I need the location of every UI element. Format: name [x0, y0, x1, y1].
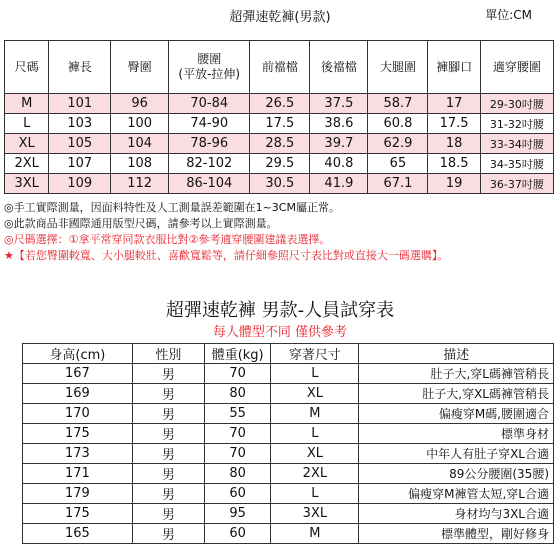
table-row: [23, 524, 554, 544]
table-cell: 105: [49, 134, 111, 154]
table-cell: 60: [204, 524, 270, 544]
table-cell: 70: [204, 364, 270, 384]
table-cell: 偏瘦穿M碼,腰圍適合: [359, 404, 554, 424]
table-cell: 肚子大,穿XL碼褲管稍長: [359, 384, 554, 404]
trial-chart-title: 超彈速乾褲 男款-人員試穿表: [165, 300, 395, 321]
table-cell: 175: [23, 424, 133, 444]
table-row: [23, 364, 554, 384]
table-cell: L: [5, 114, 49, 134]
table-cell: XL: [271, 444, 359, 464]
table-cell: 89公分腰圍(35腰): [359, 464, 554, 484]
note-size-selection: ◎尺碼選擇：①拿平常穿同款衣服比對②參考適穿腰圍建議表選擇。: [4, 233, 331, 246]
table-cell: XL: [271, 384, 359, 404]
column-header: 性別: [132, 344, 204, 364]
column-header: 腰圍 (平放-拉伸): [169, 41, 250, 94]
table-cell: 33-34吋腰: [480, 134, 553, 154]
table-cell: 40.8: [310, 154, 368, 174]
table-cell: 29-30吋腰: [480, 94, 553, 114]
table-cell: 3XL: [271, 504, 359, 524]
table-cell: 男: [132, 404, 204, 424]
table-row: [5, 174, 554, 194]
table-cell: 中年人有肚子穿XL合適: [359, 444, 554, 464]
column-header: 描述: [359, 344, 554, 364]
table-cell: 62.9: [368, 134, 428, 154]
note-measurement: ◎手工實際測量，因面料特性及人工測量誤差範圍在1~3CM屬正常。: [4, 201, 340, 214]
table-row: [5, 114, 554, 134]
note-recommend-larger: ★【若您臀圍較寬、大小腿較壯、喜歡寬鬆等，請仔細參照尺寸表比對或直接大一碼選購】。: [4, 249, 449, 262]
table-cell: 肚子大,穿L碼褲管稍長: [359, 364, 554, 384]
table-cell: 18.5: [428, 154, 480, 174]
table-cell: 偏瘦穿M褲管太短,穿L合適: [359, 484, 554, 504]
table-cell: 3XL: [5, 174, 49, 194]
table-cell: 34-35吋腰: [480, 154, 553, 174]
table-cell: 2XL: [271, 464, 359, 484]
table-cell: 100: [111, 114, 169, 134]
table-cell: 29.5: [250, 154, 310, 174]
table-cell: 108: [111, 154, 169, 174]
table-row: [5, 154, 554, 174]
table-row: [23, 384, 554, 404]
table-cell: L: [271, 484, 359, 504]
trial-chart-subtitle: 每人體型不同 僅供參考: [212, 325, 348, 340]
table-cell: 167: [23, 364, 133, 384]
table-cell: L: [271, 364, 359, 384]
table-cell: M: [271, 404, 359, 424]
table-cell: 41.9: [310, 174, 368, 194]
table-row: [23, 404, 554, 424]
unit-label: 單位:CM: [485, 8, 532, 22]
table-cell: 101: [49, 94, 111, 114]
column-header: 褲腳口: [428, 41, 480, 94]
table-cell: 173: [23, 444, 133, 464]
table-row: [23, 424, 554, 444]
table-cell: 男: [132, 484, 204, 504]
table-row: [23, 444, 554, 464]
table-cell: 65: [368, 154, 428, 174]
table-cell: 70: [204, 444, 270, 464]
table-cell: 107: [49, 154, 111, 174]
table-cell: 31-32吋腰: [480, 114, 553, 134]
table-cell: 身材均勻3XL合適: [359, 504, 554, 524]
column-header: 適穿腰圍: [480, 41, 553, 94]
table-cell: M: [271, 524, 359, 544]
table-row: [5, 94, 554, 114]
trial-table-body: [23, 364, 554, 544]
table-cell: 80: [204, 384, 270, 404]
trial-table: [22, 343, 554, 544]
trial-table-header: [23, 344, 554, 364]
table-cell: 標準身材: [359, 424, 554, 444]
table-row: [5, 134, 554, 154]
table-cell: 28.5: [250, 134, 310, 154]
table-cell: 38.6: [310, 114, 368, 134]
table-cell: 171: [23, 464, 133, 484]
column-header: 後襠檔: [310, 41, 368, 94]
note-non-standard: ◎此款商品非國際通用版型尺碼，請參考以上實際測量。: [4, 217, 278, 230]
table-cell: XL: [5, 134, 49, 154]
table-cell: 17.5: [428, 114, 480, 134]
column-header: 穿著尺寸: [271, 344, 359, 364]
table-cell: 82-102: [169, 154, 250, 174]
table-cell: 男: [132, 504, 204, 524]
table-cell: 165: [23, 524, 133, 544]
column-header: 大腿圍: [368, 41, 428, 94]
table-cell: 37.5: [310, 94, 368, 114]
table-cell: 112: [111, 174, 169, 194]
table-cell: 104: [111, 134, 169, 154]
table-cell: 86-104: [169, 174, 250, 194]
table-cell: 19: [428, 174, 480, 194]
table-cell: 109: [49, 174, 111, 194]
table-cell: 96: [111, 94, 169, 114]
table-cell: 17: [428, 94, 480, 114]
table-cell: 169: [23, 384, 133, 404]
table-cell: 男: [132, 444, 204, 464]
size-chart-title: 超彈速乾褲(男款): [229, 10, 331, 25]
table-cell: 170: [23, 404, 133, 424]
table-row: [23, 484, 554, 504]
size-table: [4, 40, 554, 194]
table-cell: 男: [132, 464, 204, 484]
table-cell: 80: [204, 464, 270, 484]
table-cell: 58.7: [368, 94, 428, 114]
table-cell: 67.1: [368, 174, 428, 194]
table-cell: 74-90: [169, 114, 250, 134]
table-cell: 103: [49, 114, 111, 134]
size-table-header: [5, 41, 554, 94]
table-cell: 179: [23, 484, 133, 504]
table-cell: 175: [23, 504, 133, 524]
table-cell: 男: [132, 524, 204, 544]
table-cell: M: [5, 94, 49, 114]
table-row: [23, 464, 554, 484]
table-cell: 70: [204, 424, 270, 444]
table-row: [23, 504, 554, 524]
table-cell: 60.8: [368, 114, 428, 134]
column-header: 褲長: [49, 41, 111, 94]
table-cell: 標準體型，剛好修身: [359, 524, 554, 544]
table-cell: 男: [132, 384, 204, 404]
table-cell: 18: [428, 134, 480, 154]
table-cell: 55: [204, 404, 270, 424]
size-table-body: [5, 94, 554, 194]
column-header: 臀圍: [111, 41, 169, 94]
table-cell: 70-84: [169, 94, 250, 114]
column-header: 體重(kg): [204, 344, 270, 364]
table-cell: 78-96: [169, 134, 250, 154]
column-header: 身高(cm): [23, 344, 133, 364]
table-cell: 30.5: [250, 174, 310, 194]
table-cell: 2XL: [5, 154, 49, 174]
table-cell: 60: [204, 484, 270, 504]
table-cell: 男: [132, 424, 204, 444]
table-cell: 17.5: [250, 114, 310, 134]
table-cell: 39.7: [310, 134, 368, 154]
table-cell: 26.5: [250, 94, 310, 114]
column-header: 前襠檔: [250, 41, 310, 94]
table-cell: L: [271, 424, 359, 444]
table-cell: 95: [204, 504, 270, 524]
column-header: 尺碼: [5, 41, 49, 94]
notes: [4, 200, 448, 264]
table-cell: 36-37吋腰: [480, 174, 553, 194]
table-cell: 男: [132, 364, 204, 384]
